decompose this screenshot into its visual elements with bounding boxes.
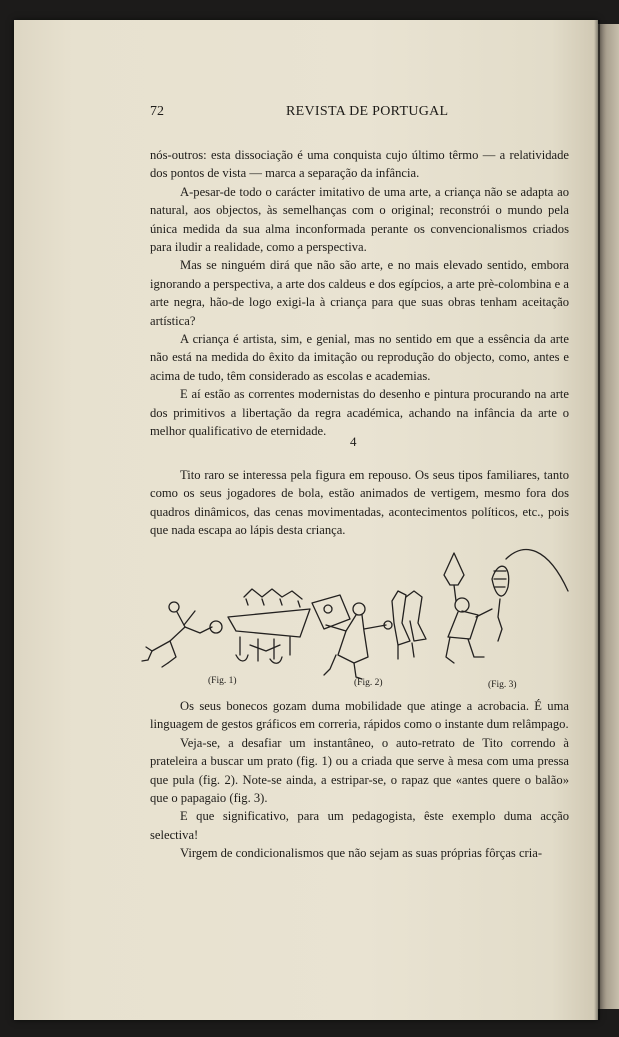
fig1-caption: (Fig. 1) [208,676,237,686]
paragraph: nós-outros: esta dissociação é uma conquista cujo último têrmo — a relatividade dos pontos de vista — marca a separação da infância. [150,148,569,181]
paragraph: E que significativo, para um pedagogista, êste exemplo duma acção selectiva! [150,809,569,842]
next-page-edge [598,24,619,1009]
fig1-drawing [142,602,222,667]
text-block-2 [150,466,569,540]
paragraph: A-pesar-de todo o carácter imitativo de uma arte, a criança não se adapta ao natural, aos objectos, às semelhanças com o original; reconstrói o mundo pela única medida da sua alma inconformada perante os convencionalismos criados para iludir a realidade, como a perspectiva. [150,184,569,255]
child-drawings [140,545,580,695]
section-number: 4 [350,434,357,449]
paragraph: Tito raro se interessa pela figura em repouso. Os seus tipos familiares, tanto como os seus jogadores de bola, estão animados de vertigem, mesmo fora dos quadros dinâmicos, das cenas movimentadas, acontecimentos políticos, etc., pois que nada escapa ao lápis desta criança. [150,468,569,538]
paragraph: Veja-se, a desafiar um instantâneo, o auto-retrato de Tito correndo à prateleira a buscar um prato (fig. 1) ou a criada que serve à mesa com uma pressa que pula (fig. 2). Note-se ainda, a estripar-se, o rapaz que «antes quere o balão» que o papagaio (fig. 3). [150,735,569,806]
text-block-1 [150,146,569,441]
running-title: REVISTA DE PORTUGAL [286,104,449,119]
paragraph: E aí estão as correntes modernistas do desenho e pintura procurando na arte dos primitivos a libertação da regra académica, achando na infância da arte o melhor qualificativo de eternidade. [150,387,569,439]
paragraph: Mas se ninguém dirá que não são arte, e no mais elevado sentido, embora ignorando a perspectiva, a arte dos caldeus e dos egípcios, a arte prè-colombina e a arte negra, hão-de logo exigi-la à criança para que suas obras tenham aceitação artística? [150,258,569,328]
fig3-caption: (Fig. 3) [488,680,517,690]
fig1-table [228,589,310,663]
fig3-drawing [444,550,568,663]
text-block-3 [150,697,569,863]
fig2-caption: (Fig. 2) [354,678,383,688]
paragraph: Virgem de condicionalismos que não sejam as suas próprias fôrças cria- [180,846,543,861]
page-header [150,104,570,124]
fig2-drawing [312,591,426,679]
page-gutter-shadow [594,20,600,1020]
drawing-figures [140,545,580,695]
paragraph: Os seus bonecos gozam duma mobilidade que atinge a acrobacia. É uma linguagem de gestos gráficos em correria, rápidos como o instante dum relâmpago. [150,699,569,732]
page-number: 72 [150,104,164,119]
paragraph: A criança é artista, sim, e genial, mas no sentido em que a essência da arte não está na medida do êxito da imitação ou reprodução do objecto, como, antes e acima de tudo, têm considerado as escolas e academias. [150,332,569,383]
